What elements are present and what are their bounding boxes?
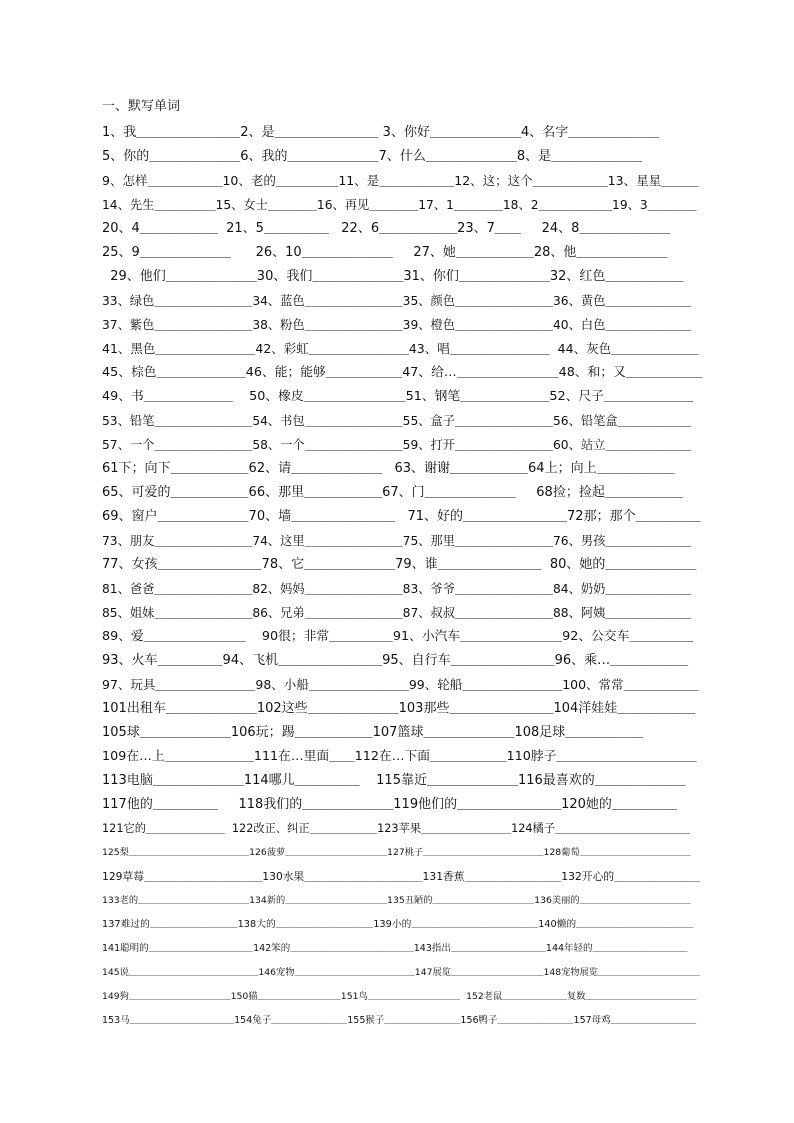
vocabulary-line: 81、爸爸＿＿＿＿＿＿＿＿82、妈妈＿＿＿＿＿＿＿＿83、爷爷＿＿＿＿＿＿＿＿84、奶奶＿＿＿＿＿＿＿	[102, 582, 692, 596]
vocabulary-line: 85、姐妹＿＿＿＿＿＿＿＿86、兄弟＿＿＿＿＿＿＿＿87、叔叔＿＿＿＿＿＿＿＿88、阿姨＿＿＿＿＿＿＿	[102, 606, 692, 620]
vocabulary-line: 45、棕色＿＿＿＿＿＿＿46、能；能够＿＿＿＿＿＿47、给…＿＿＿＿＿＿＿＿48、和；又＿＿＿＿＿＿	[102, 365, 703, 380]
vocabulary-line: 105球＿＿＿＿＿＿＿106玩；踢＿＿＿＿＿＿107篮球＿＿＿＿＿＿＿108足球＿＿＿＿＿＿	[102, 725, 644, 740]
vocabulary-line: 113电脑＿＿＿＿＿＿＿114哪儿＿＿＿＿＿ 115靠近＿＿＿＿＿＿＿116最喜欢的＿＿＿＿＿＿＿	[102, 773, 686, 788]
vocabulary-line: 14、先生＿＿＿＿＿15、女士＿＿＿＿16、再见＿＿＿＿17、1＿＿＿＿18、2＿＿＿＿＿＿19、3＿＿＿＿	[102, 198, 697, 212]
vocabulary-line: 29、他们＿＿＿＿＿＿＿30、我们＿＿＿＿＿＿＿31、你们＿＿＿＿＿＿＿32、红色＿＿＿＿＿＿	[102, 269, 684, 284]
vocabulary-line: 89、爱＿＿＿＿＿＿＿＿ 90很；非常＿＿＿＿＿91、小汽车＿＿＿＿＿＿＿＿92、公交车＿＿＿＿＿	[102, 629, 694, 644]
vocabulary-line: 1、我＿＿＿＿＿＿＿＿2、是＿＿＿＿＿＿＿＿ 3、你好＿＿＿＿＿＿＿4、名字＿＿＿＿＿＿＿	[102, 125, 660, 140]
vocabulary-line: 61下；向下＿＿＿＿＿＿62、请＿＿＿＿＿＿＿ 63、谢谢＿＿＿＿＿＿64上；向上＿＿＿＿＿＿	[102, 461, 675, 476]
vocabulary-line: 149狗＿＿＿＿＿＿＿＿＿＿＿150猫＿＿＿＿＿＿＿＿＿151鸟＿＿＿＿＿＿＿＿＿＿ 152老鼠＿＿＿＿＿＿＿复数＿＿＿＿＿＿＿＿＿＿＿＿	[102, 991, 697, 1002]
vocabulary-line: 137难过的＿＿＿＿＿＿＿＿＿138大的＿＿＿＿＿＿＿＿＿＿139小的＿＿＿＿＿＿＿＿＿＿＿＿＿140懒的＿＿＿＿＿＿＿＿＿＿＿＿	[102, 919, 694, 930]
vocabulary-line: 153马＿＿＿＿＿＿＿＿＿＿＿154兔子＿＿＿＿＿＿＿＿155猴子＿＿＿＿＿＿＿＿156鸭子＿＿＿＿＿＿＿＿157母鸡＿＿＿＿＿＿＿＿＿	[102, 1015, 697, 1026]
vocabulary-line: 101出租车＿＿＿＿＿＿＿102这些＿＿＿＿＿＿＿103那些＿＿＿＿＿＿＿＿104洋娃娃＿＿＿＿＿＿	[102, 701, 696, 716]
vocabulary-line: 20、4＿＿＿＿＿＿ 21、5＿＿＿＿＿ 22、6＿＿＿＿＿＿23、7＿＿ 24、8＿＿＿＿＿＿＿	[102, 221, 671, 236]
vocabulary-line: 49、书＿＿＿＿＿＿＿ 50、橡皮＿＿＿＿＿＿＿＿51、钢笔＿＿＿＿＿＿＿52、尺子＿＿＿＿＿＿＿	[102, 389, 694, 404]
vocabulary-line: 141聪明的＿＿＿＿＿＿＿＿＿＿＿142笨的＿＿＿＿＿＿＿＿＿＿＿＿＿143指出＿＿＿＿＿＿＿＿＿＿144年轻的＿＿＿＿＿＿＿＿＿＿	[102, 943, 688, 954]
vocabulary-line: 53、铅笔＿＿＿＿＿＿＿＿54、书包＿＿＿＿＿＿＿＿55、盒子＿＿＿＿＿＿＿＿56、铅笔盒＿＿＿＿＿＿	[102, 414, 692, 428]
vocabulary-line: 9、怎样＿＿＿＿＿＿10、老的＿＿＿＿＿11、是＿＿＿＿＿＿12、这；这个＿＿＿＿＿＿13、星星＿＿＿	[102, 173, 699, 188]
vocabulary-line: 129草莓＿＿＿＿＿＿＿＿＿＿＿130水果＿＿＿＿＿＿＿＿＿＿＿131香蕉＿＿＿＿＿＿＿＿＿132开心的＿＿＿＿＿＿＿＿	[102, 870, 701, 883]
vocabulary-line: 117他的＿＿＿＿＿ 118我们的＿＿＿＿＿＿＿119他们的＿＿＿＿＿＿＿＿120她的＿＿＿＿＿	[102, 797, 677, 812]
vocabulary-line: 109在…上＿＿＿＿＿＿＿111在…里面＿＿112在…下面＿＿＿＿＿＿110脖子＿＿＿＿＿＿＿＿＿＿＿	[102, 749, 697, 764]
vocabulary-line: 73、朋友＿＿＿＿＿＿＿＿74、这里＿＿＿＿＿＿＿＿75、那里＿＿＿＿＿＿＿＿76、男孩＿＿＿＿＿＿＿	[102, 534, 692, 548]
vocabulary-line: 121它的＿＿＿＿＿＿＿ 122改正、纠正＿＿＿＿＿＿123苹果＿＿＿＿＿＿＿＿124橘子＿＿＿＿＿＿＿＿＿＿＿＿	[102, 822, 691, 835]
vocabulary-line: 65、可爱的＿＿＿＿＿＿66、那里＿＿＿＿＿＿67、门＿＿＿＿＿＿＿ 68捡；捡起＿＿＿＿＿＿	[102, 485, 683, 500]
vocabulary-line: 77、女孩＿＿＿＿＿＿＿＿78、它＿＿＿＿＿＿＿79、谁＿＿＿＿＿＿＿＿ 80、她的＿＿＿＿＿＿＿	[102, 557, 697, 572]
vocabulary-line: 57、一个＿＿＿＿＿＿＿＿58、一个＿＿＿＿＿＿＿＿59、打开＿＿＿＿＿＿＿＿60、站立＿＿＿＿＿＿＿	[102, 438, 692, 452]
vocabulary-line: 69、窗户＿＿＿＿＿＿＿70、墙＿＿＿＿＿＿＿＿ 71、好的＿＿＿＿＿＿＿＿72那；那个＿＿＿＿＿	[102, 509, 701, 524]
vocabulary-line: 37、紫色＿＿＿＿＿＿＿＿38、粉色＿＿＿＿＿＿＿＿39、橙色＿＿＿＿＿＿＿＿40、白色＿＿＿＿＿＿＿	[102, 318, 692, 332]
vocabulary-line: 133老的＿＿＿＿＿＿＿＿＿＿＿＿134新的＿＿＿＿＿＿＿＿＿＿＿135丑陋的＿＿＿＿＿＿＿＿＿＿＿136美丽的＿＿＿＿＿＿＿＿＿＿＿＿	[102, 895, 691, 906]
vocabulary-line: 97、玩具＿＿＿＿＿＿＿＿98、小船＿＿＿＿＿＿＿＿99、轮船＿＿＿＿＿＿＿＿100、常常＿＿＿＿＿＿	[102, 677, 699, 692]
vocabulary-line: 145说＿＿＿＿＿＿＿＿＿＿＿＿＿＿146宠物＿＿＿＿＿＿＿＿＿＿＿＿＿147展览＿＿＿＿＿＿＿＿＿＿148宠物展览＿＿＿＿＿＿＿＿＿＿＿	[102, 967, 700, 978]
vocabulary-line: 25、9＿＿＿＿＿＿＿ 26、10＿＿＿＿＿＿＿ 27、她＿＿＿＿＿＿28、他＿＿＿＿＿＿＿	[102, 245, 668, 260]
vocabulary-line: 125梨＿＿＿＿＿＿＿＿＿＿＿＿＿126菠萝＿＿＿＿＿＿＿＿＿＿＿127桃子＿＿＿＿＿＿＿＿＿＿＿＿＿128葡萄＿＿＿＿＿＿＿＿＿＿＿＿	[102, 847, 691, 858]
vocabulary-line: 41、黑色＿＿＿＿＿＿＿＿42、彩虹＿＿＿＿＿＿＿＿43、唱＿＿＿＿＿＿＿＿ 44、灰色＿＿＿＿＿＿＿	[102, 341, 699, 356]
vocabulary-line: 93、火车＿＿＿＿＿94、飞机＿＿＿＿＿＿＿＿95、自行车＿＿＿＿＿＿＿＿96、乘…＿＿＿＿＿＿	[102, 653, 689, 668]
vocabulary-line: 33、绿色＿＿＿＿＿＿＿＿34、蓝色＿＿＿＿＿＿＿＿35、颜色＿＿＿＿＿＿＿＿36、黄色＿＿＿＿＿＿＿	[102, 294, 692, 308]
vocabulary-line: 5、你的＿＿＿＿＿＿＿6、我的＿＿＿＿＿＿＿7、什么＿＿＿＿＿＿＿8、是＿＿＿＿＿＿＿	[102, 149, 643, 164]
section-title: 一、默写单词	[102, 99, 181, 114]
